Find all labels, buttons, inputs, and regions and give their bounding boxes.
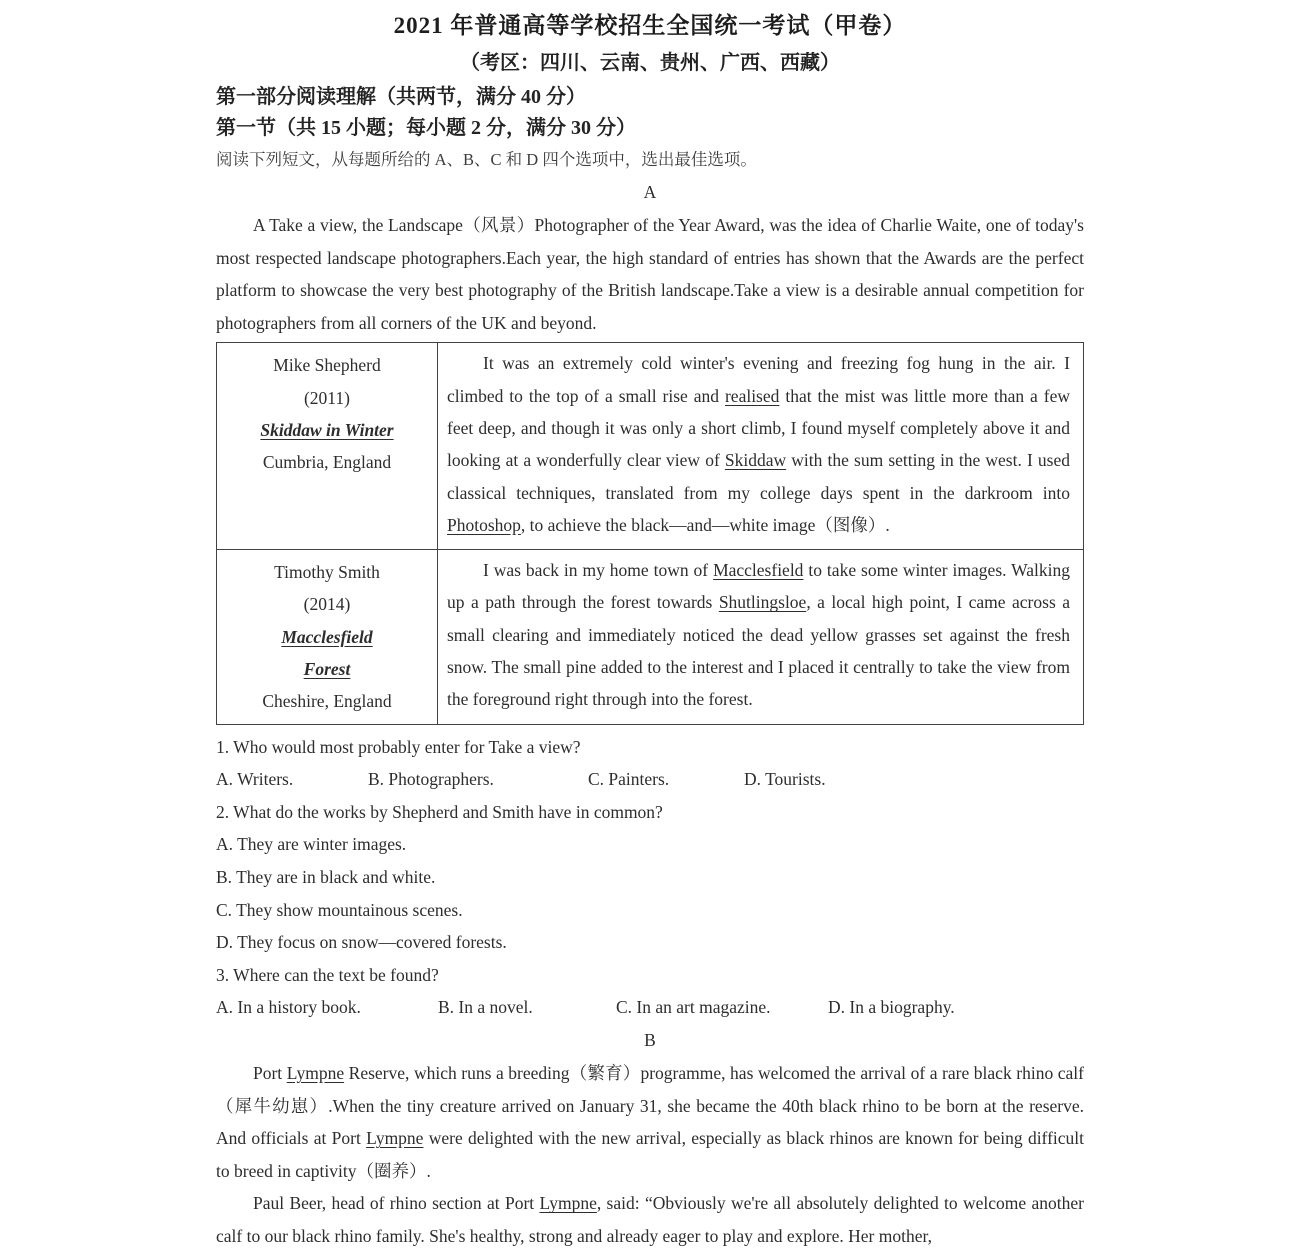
- photo-table-row-1: [217, 343, 1084, 550]
- question-1-option-d: D. Tourists.: [744, 769, 826, 790]
- photo-1-description-text: It was an extremely cold winter's evening and freezing fog hung in the air. I climbed to the top of a small rise and realised that the mist was little more than a few feet deep, and though it was only a short climb, I found myself completely above it and looking at a wonderfully clear view of Skiddaw with the sum setting in the west. I used classical techniques, translated from my college days spent in the darkroom into Photoshop, to achieve the black—and—white image（图像）.: [447, 353, 1070, 535]
- question-2-option-c: C. They show mountainous scenes.: [216, 899, 463, 920]
- photo-2-info-cell: [217, 550, 438, 724]
- photo-2-title-line-2: Forest: [303, 659, 351, 680]
- question-1: [216, 731, 1084, 796]
- exam-paper: [216, 0, 1084, 1253]
- photographs-table: [216, 342, 1084, 724]
- passage-b-paragraph-2: Paul Beer, head of rhino section at Port Lympne, said: “Obviously we're all absolutely delighted to welcome another calf to our black rhino family. She's healthy, strong and already eager to play and explore. Her mother,: [216, 1193, 1084, 1246]
- photo-1-location: Cumbria, England: [262, 452, 392, 473]
- question-3: [216, 959, 1084, 1024]
- photo-1-description-cell: [438, 343, 1084, 550]
- question-2-option-b: B. They are in black and white.: [216, 867, 436, 888]
- photo-2-year: (2014): [303, 594, 351, 615]
- photo-2-location: Cheshire, England: [262, 691, 392, 712]
- question-3-option-c: C. In an art magazine.: [616, 997, 771, 1018]
- passage-b-paragraph-1: Port Lympne Reserve, which runs a breeding（繁育）programme, has welcomed the arrival of a rare black rhino calf（犀牛幼崽）.When the tiny creature arrived on January 31, she became the 40th black rhino to be born at the reserve. And officials at Port Lympne were delighted with the new arrival, especially as black rhinos are known for being difficult to breed in captivity（圈养）.: [216, 1062, 1084, 1181]
- photo-1-info-cell: [217, 343, 438, 550]
- question-2-option-d: D. They focus on snow—covered forests.: [216, 932, 507, 953]
- photo-1-title: Skiddaw in Winter: [260, 419, 394, 440]
- question-3-option-d: D. In a biography.: [828, 997, 955, 1018]
- photographer-2-name: Timothy Smith: [274, 562, 380, 583]
- photo-2-description-text: I was back in my home town of Macclesfield to take some winter images. Walking up a path through the forest towards Shutlingsloe, a local high point, I came across a small clearing and immediately noticed the dead yellow grasses set against the fresh snow. The small pine added to the interest and I placed it centrally to take the view from the foreground right through into the forest.: [447, 560, 1070, 710]
- reading-instructions: 阅读下列短文，从每题所给的 A、B、C 和 D 四个选项中，选出最佳选项。: [216, 150, 757, 169]
- question-2-option-a: A. They are winter images.: [216, 834, 407, 855]
- question-3-option-b: B. In a novel.: [438, 997, 533, 1018]
- photo-table-row-2: [217, 550, 1084, 724]
- passage-a-intro: A Take a view, the Landscape（风景）Photographer of the Year Award, was the idea of Charlie Waite, one of today's most respected landscape photographers.Each year, the high standard of entries has shown that the Awards are the perfect platform to showcase the very best photography of the British landscape.Take a view is a desirable annual competition for photographers from all corners of the UK and beyond.: [216, 215, 1084, 333]
- section-one-heading: 第一节（共 15 小题；每小题 2 分，满分 30 分）: [216, 117, 636, 139]
- photo-1-year: (2011): [303, 387, 350, 408]
- part-one-heading: 第一部分阅读理解（共两节，满分 40 分）: [216, 86, 586, 108]
- exam-title: 2021 年普通高等学校招生全国统一考试（甲卷）: [393, 13, 907, 38]
- photographer-1-name: Mike Shepherd: [273, 355, 381, 376]
- question-1-option-b: B. Photographers.: [368, 769, 494, 790]
- question-1-stem: 1. Who would most probably enter for Take a view?: [216, 736, 581, 757]
- question-3-option-a: A. In a history book.: [216, 997, 361, 1018]
- passage-b-label: B: [644, 1029, 656, 1050]
- question-1-options: [216, 763, 1084, 796]
- passage-a-label: A: [643, 182, 657, 202]
- question-2: [216, 796, 1084, 959]
- exam-regions: （考区：四川、云南、贵州、广西、西藏）: [460, 52, 840, 74]
- question-3-stem: 3. Where can the text be found?: [216, 964, 439, 985]
- question-2-stem: 2. What do the works by Shepherd and Smith have in common?: [216, 801, 663, 822]
- photo-2-description-cell: [438, 550, 1084, 724]
- question-1-option-a: A. Writers.: [216, 769, 294, 790]
- question-3-options: [216, 991, 1084, 1024]
- photo-2-title-line-1: Macclesfield: [281, 626, 373, 647]
- question-1-option-c: C. Painters.: [588, 769, 670, 790]
